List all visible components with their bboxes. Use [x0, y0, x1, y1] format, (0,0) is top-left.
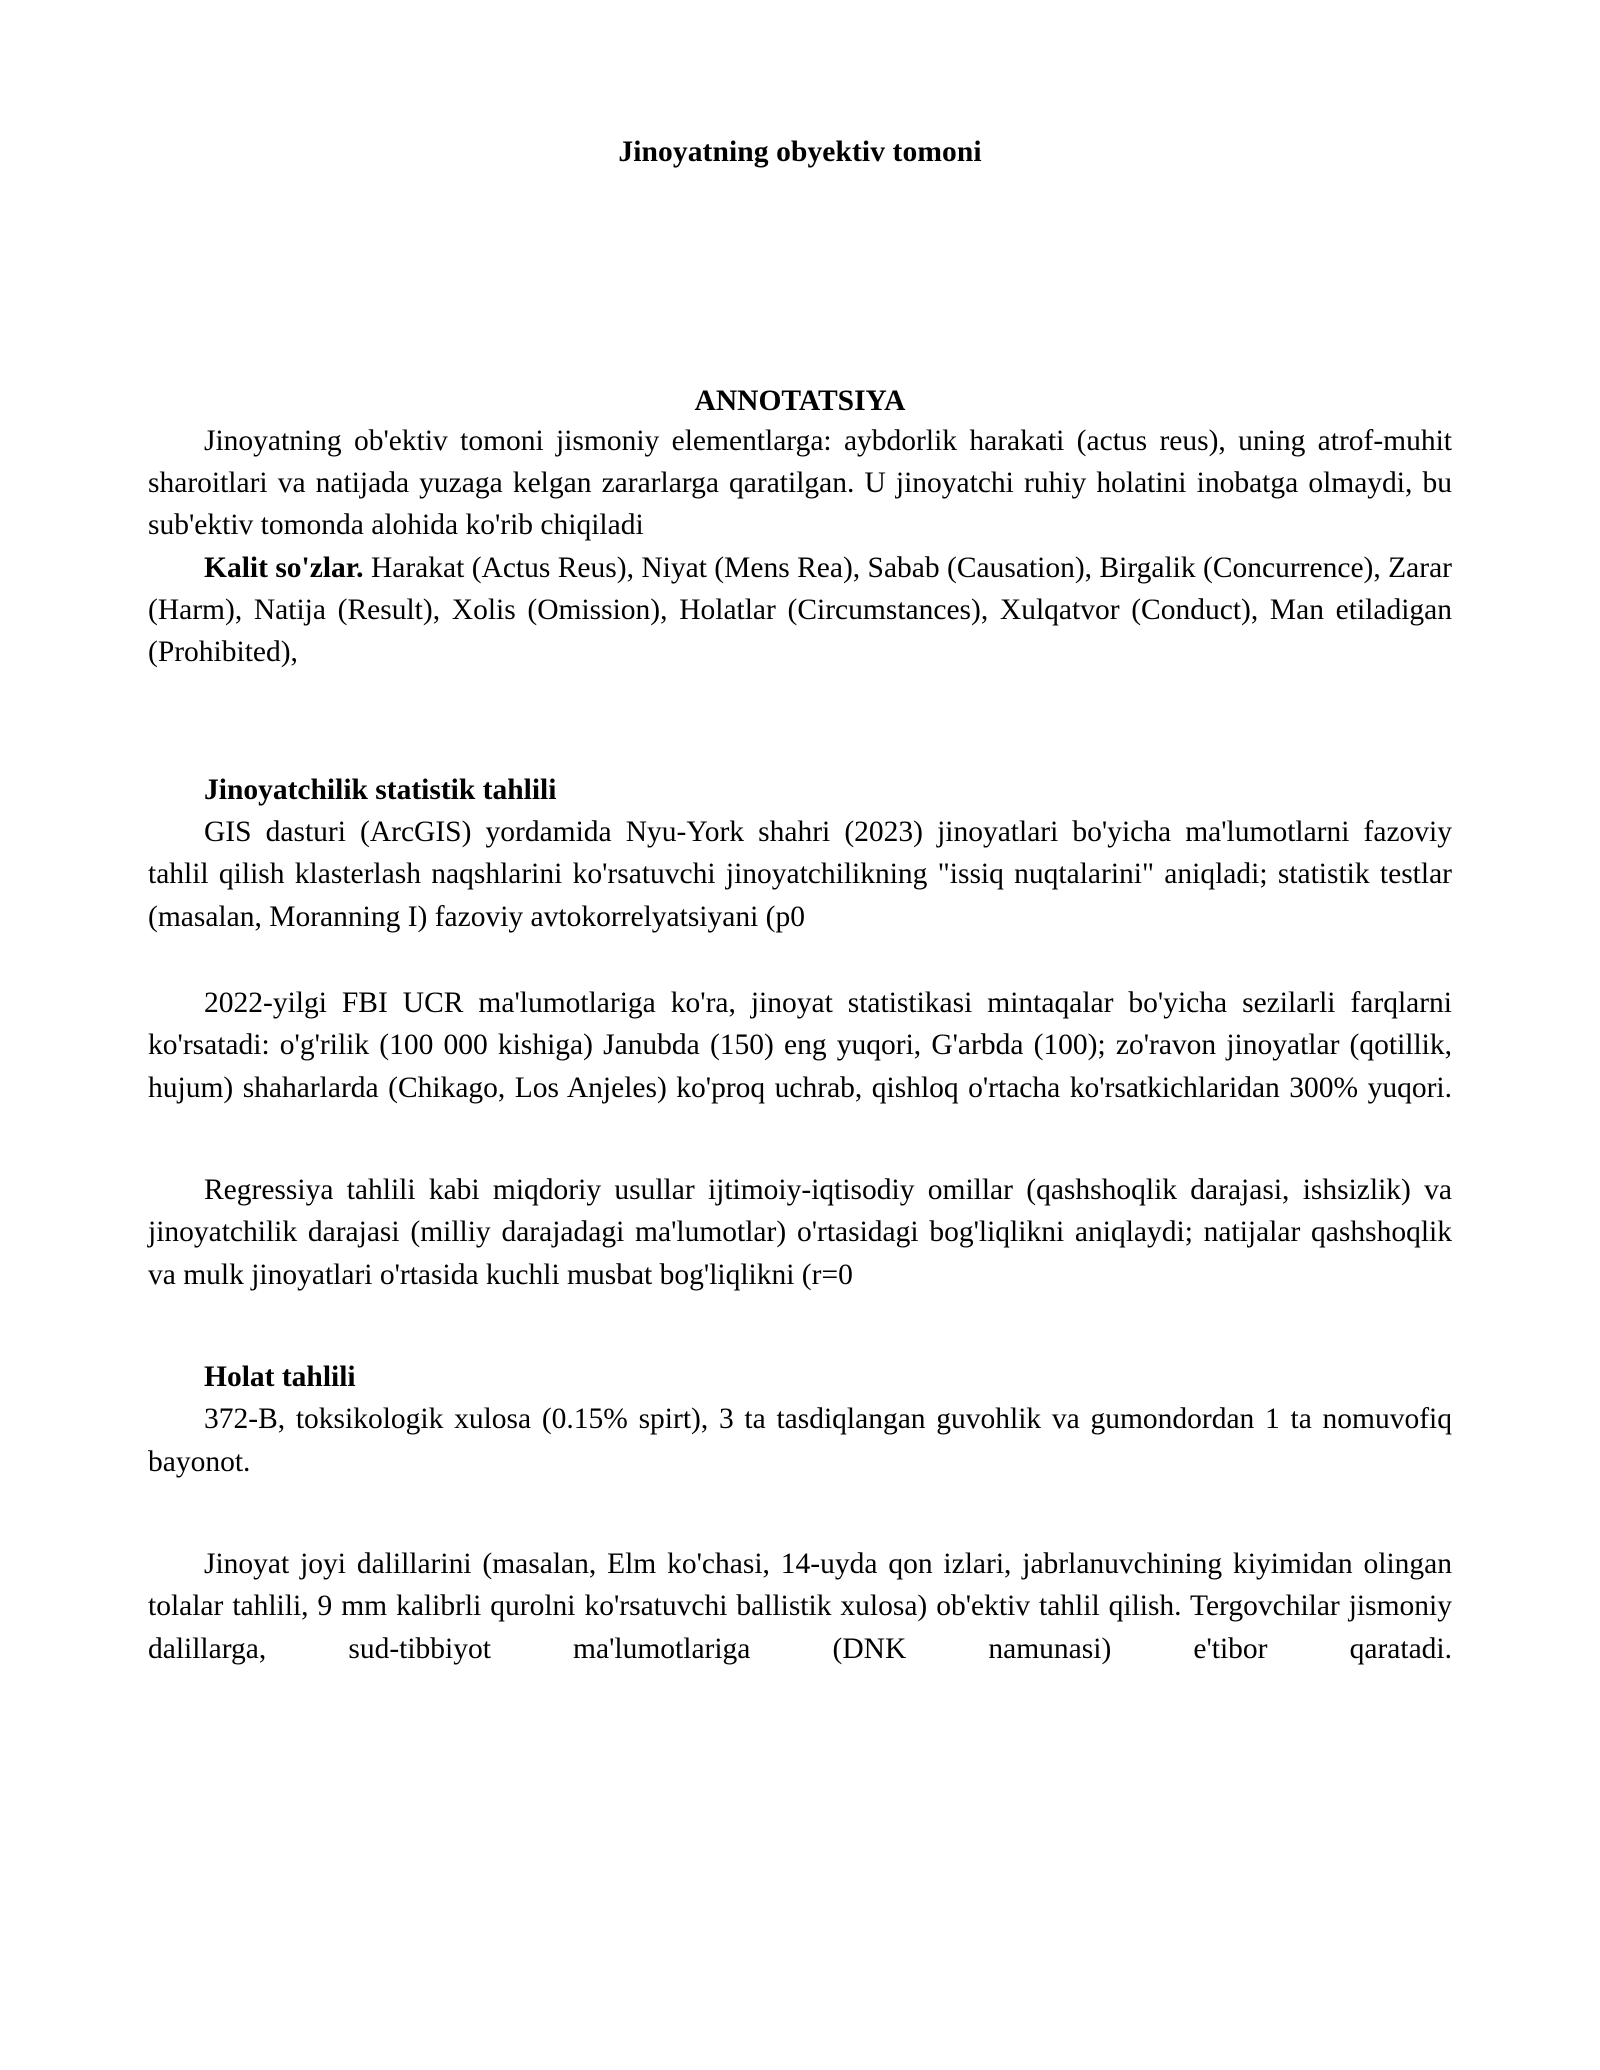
keywords-label: Kalit so'zlar.	[204, 551, 364, 584]
keywords-paragraph	[148, 547, 1452, 674]
abstract-paragraph: Jinoyatning ob'ektiv tomoni jismoniy elementlarga: aybdorlik harakati (actus reus), uning atrof-muhit sharoitlari va natijada yuzaga kelgan zararlarga qaratilgan. U jinoyatchi ruhiy holatini inobatga olmaydi, bu sub'ektiv tomonda alohida ko'rib chiqiladi	[148, 424, 1452, 542]
section-1-paragraph-1: GIS dasturi (ArcGIS) yordamida Nyu-York shahri (2023) jinoyatlari bo'yicha ma'lumotlarni fazoviy tahlil qilish klasterlash naqshlarini ko'rsatuvchi jinoyatchilikning "issiq nuqtalarini" aniqladi; statistik testlar (masalan, Moranning I) fazoviy avtokorrelyatsiyani (p0	[148, 816, 1452, 933]
spacer-before-section-1	[148, 674, 1452, 769]
abstract-heading: ANNOTATSIYA	[694, 385, 906, 418]
spacer-s1-p1-p2	[148, 938, 1452, 982]
section-heading-case-analysis: Holat tahlili	[204, 1361, 356, 1394]
section-heading-crime-statistics: Jinoyatchilik statistik tahlili	[204, 773, 557, 806]
keywords-text: Harakat (Actus Reus), Niyat (Mens Rea), Sabab (Causation), Birgalik (Concurrence), Zarar (Harm), Natija (Result), Xolis (Omission), Holatlar (Circumstances), Xulqatvor (Conduct), Man etiladigan (Prohibited),	[148, 551, 1452, 669]
section-2-paragraph-2: Jinoyat joyi dalillarini (masalan, Elm ko'chasi, 14-uyda qon izlari, jabrlanuvchining kiyimidan olingan tolalar tahlili, 9 mm kalibrli qurolni ko'rsatuvchi ballistik xulosa) ob'ektiv tahlil qilish. Tergovchilar jismoniy dalillarga, sud-tibbiyot ma'lumotlariga (DNK namunasi) e'tibor qaratadi.	[148, 1548, 1452, 1665]
section-1-paragraph-2: 2022-yilgi FBI UCR ma'lumotlariga ko'ra, jinoyat statistikasi mintaqalar bo'yicha sezilarli farqlarni ko'rsatadi: o'g'rilik (100 000 kishiga) Janubda (150) eng yuqori, G'arbda (100); zo'ravon jinoyatlar (qotillik, hujum) shaharlarda (Chikago, Los Anjeles) ko'proq uchrab, qishloq o'rtacha ko'rsatkichlaridan 300% yuqori.	[148, 987, 1452, 1104]
spacer-s2-p1-p2	[148, 1483, 1452, 1543]
spacer-before-section-2	[148, 1296, 1452, 1356]
spacer-after-title	[148, 170, 1452, 265]
spacer-s1-p2-p3	[148, 1109, 1452, 1169]
section-1-paragraph-3: Regressiya tahlili kabi miqdoriy usullar ijtimoiy-iqtisodiy omillar (qashshoqlik darajasi, ishsizlik) va jinoyatchilik darajasi (milliy darajadagi ma'lumotlar) o'rtasidagi bog'liqlikni aniqlaydi; natijalar qashshoqlik va mulk jinoyatlari o'rtasida kuchli musbat bog'liqlikni (r=0	[148, 1174, 1452, 1291]
section-2-paragraph-1: 372-B, toksikologik xulosa (0.15% spirt), 3 ta tasdiqlangan guvohlik va gumondordan 1 ta nomuvofiq bayonot.	[148, 1403, 1452, 1478]
page-title: Jinoyatning obyektiv tomoni	[618, 136, 982, 168]
